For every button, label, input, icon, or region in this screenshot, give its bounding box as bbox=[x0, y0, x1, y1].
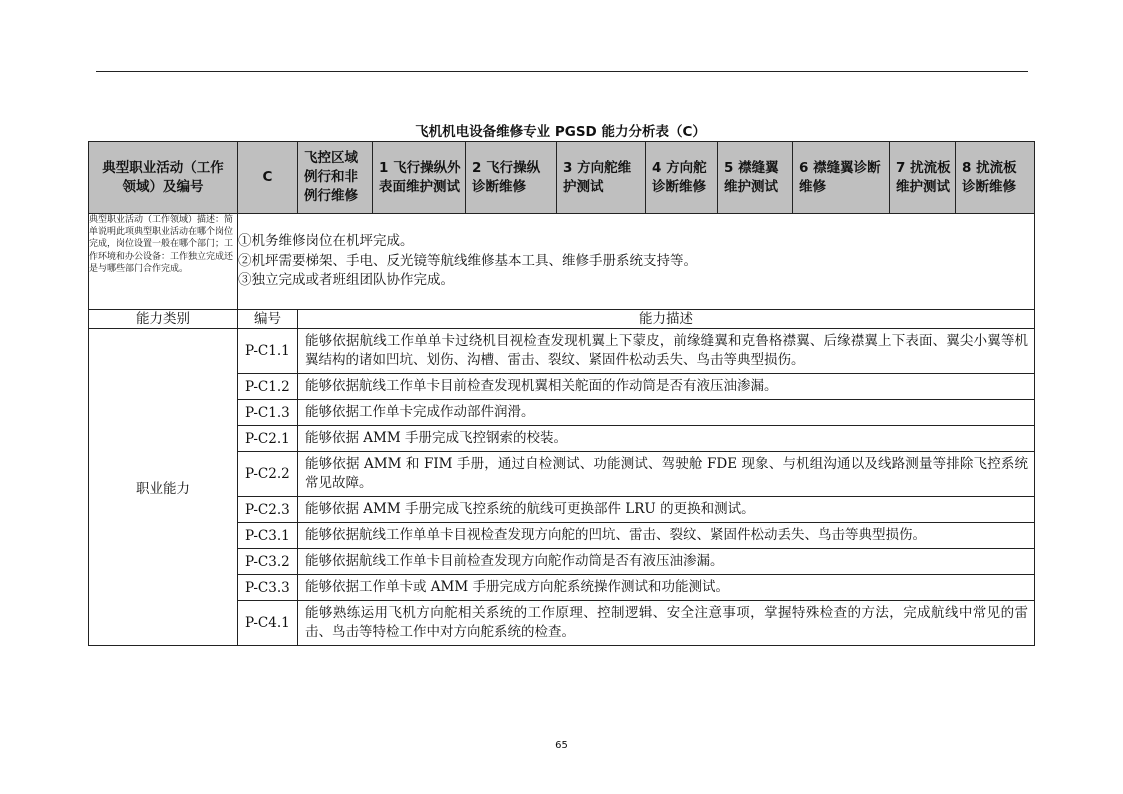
task-column-7: 7 扰流板维护测试 bbox=[890, 142, 956, 214]
code-header: 编号 bbox=[238, 310, 298, 329]
description-line: ②机坪需要梯架、手电、反光镜等航线维修基本工具、维修手册系统支持等。 bbox=[238, 252, 697, 269]
ability-text: 能够依据工作单卡或 AMM 手册完成方向舵系统操作测试和功能测试。 bbox=[298, 575, 1035, 601]
ability-code: P-C1.2 bbox=[238, 374, 298, 400]
ability-text: 能够依据航线工作单单卡过绕机目视检查发现机翼上下蒙皮，前缘缝翼和克鲁格襟翼、后缘襟翼上下表面、翼尖小翼等机翼结构的诸如凹坑、划伤、沟槽、雷击、裂纹、紧固件松动丢失、鸟击等典型损伤。 bbox=[298, 329, 1035, 374]
capability-table bbox=[88, 141, 1035, 646]
task-column-2: 2 飞行操纵诊断维修 bbox=[466, 142, 557, 214]
domain-code: C bbox=[238, 142, 298, 214]
header-rule bbox=[96, 71, 1028, 72]
description-content bbox=[238, 214, 1035, 310]
task-column-0: 飞控区域例行和非例行维修 bbox=[298, 142, 373, 214]
ability-text: 能够依据航线工作单卡目前检查发现机翼相关舵面的作动筒是否有液压油渗漏。 bbox=[298, 374, 1035, 400]
ability-text: 能够依据航线工作单卡目前检查发现方向舵作动筒是否有液压油渗漏。 bbox=[298, 549, 1035, 575]
ability-code: P-C3.1 bbox=[238, 523, 298, 549]
table-row bbox=[89, 329, 1035, 374]
category-header: 能力类别 bbox=[89, 310, 238, 329]
table-header-row bbox=[89, 142, 1035, 214]
task-column-5: 5 襟缝翼维护测试 bbox=[718, 142, 793, 214]
ability-code: P-C2.1 bbox=[238, 426, 298, 452]
task-column-1: 1 飞行操纵外表面维护测试 bbox=[373, 142, 466, 214]
task-column-4: 4 方向舵诊断维修 bbox=[646, 142, 718, 214]
description-label: 典型职业活动（工作领域）描述：简单说明此项典型职业活动在哪个岗位完成，岗位设置一般在哪个部门；工作环境和办公设备：工作独立完成还是与哪些部门合作完成。 bbox=[89, 214, 238, 310]
ability-code: P-C3.2 bbox=[238, 549, 298, 575]
activity-header: 典型职业活动（工作领域）及编号 bbox=[89, 142, 238, 214]
ability-text: 能够依据 AMM 手册完成飞控钢索的校装。 bbox=[298, 426, 1035, 452]
ability-text: 能够依据工作单卡完成作动部件润滑。 bbox=[298, 400, 1035, 426]
ability-code: P-C1.3 bbox=[238, 400, 298, 426]
ability-text: 能够依据 AMM 和 FIM 手册，通过自检测试、功能测试、驾驶舱 FDE 现象、与机组沟通以及线路测量等排除飞控系统常见故障。 bbox=[298, 452, 1035, 497]
task-column-3: 3 方向舵维护测试 bbox=[557, 142, 646, 214]
ability-text: 能够依据航线工作单单卡目视检查发现方向舵的凹坑、雷击、裂纹、紧固件松动丢失、鸟击等典型损伤。 bbox=[298, 523, 1035, 549]
task-column-6: 6 襟缝翼诊断维修 bbox=[793, 142, 890, 214]
page-number: 65 bbox=[555, 740, 568, 751]
ability-text: 能够依据 AMM 手册完成飞控系统的航线可更换部件 LRU 的更换和测试。 bbox=[298, 497, 1035, 523]
ability-desc-header: 能力描述 bbox=[298, 310, 1035, 329]
ability-header-row bbox=[89, 310, 1035, 329]
category-cell: 职业能力 bbox=[89, 329, 238, 646]
description-line: ①机务维修岗位在机坪完成。 bbox=[238, 233, 414, 250]
description-row bbox=[89, 214, 1035, 310]
ability-code: P-C2.2 bbox=[238, 452, 298, 497]
task-column-8: 8 扰流板诊断维修 bbox=[956, 142, 1035, 214]
ability-code: P-C4.1 bbox=[238, 601, 298, 646]
ability-code: P-C2.3 bbox=[238, 497, 298, 523]
document-title: 飞机机电设备维修专业 PGSD 能力分析表（C） bbox=[415, 124, 706, 140]
ability-code: P-C3.3 bbox=[238, 575, 298, 601]
description-line: ③独立完成或者班组团队协作完成。 bbox=[238, 272, 454, 289]
ability-code: P-C1.1 bbox=[238, 329, 298, 374]
ability-text: 能够熟练运用飞机方向舵相关系统的工作原理、控制逻辑、安全注意事项，掌握特殊检查的方法，完成航线中常见的雷击、鸟击等特检工作中对方向舵系统的检查。 bbox=[298, 601, 1035, 646]
